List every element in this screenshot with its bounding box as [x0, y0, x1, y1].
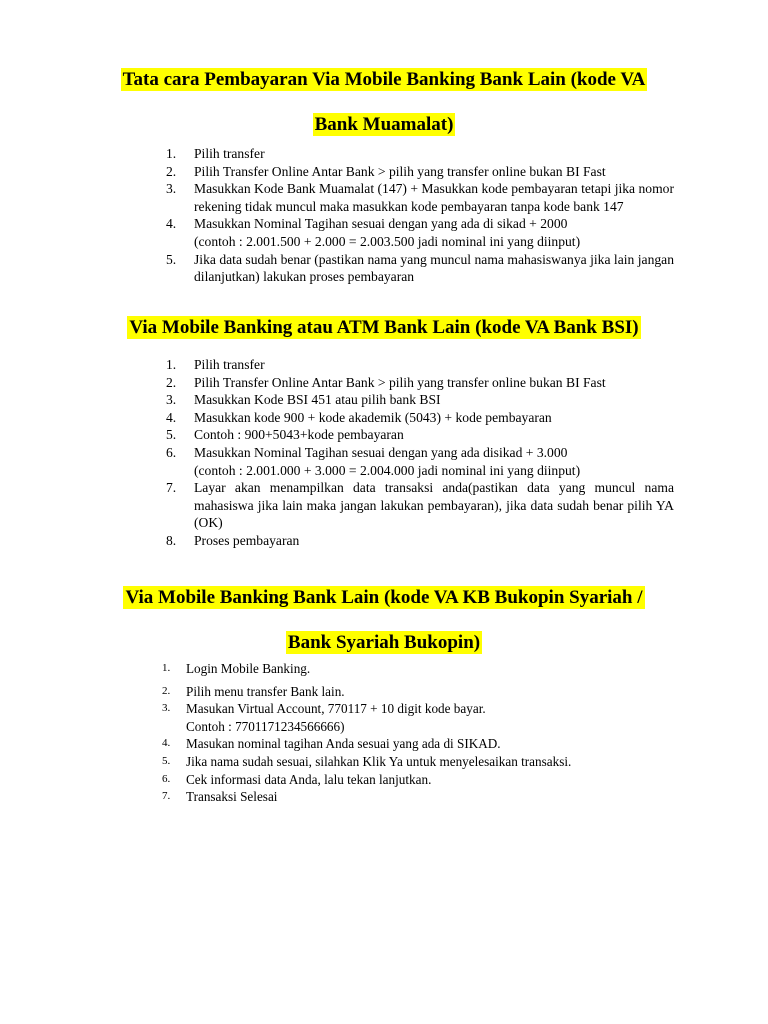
step-number: 1. — [166, 357, 177, 372]
title-line: Bank Syariah Bukopin) — [287, 632, 481, 653]
step-text: Cek informasi data Anda, lalu tekan lanjutkan. — [186, 771, 432, 787]
section-title-muamalat — [84, 66, 684, 138]
step-text: Jika data sudah benar (pastikan nama yang muncul nama mahasiswanya jika lain jangan dilanjutkan) lakukan proses pembayaran — [194, 251, 674, 285]
list-item — [162, 753, 666, 771]
list-item — [162, 735, 666, 753]
step-number: 1. — [162, 662, 171, 674]
step-example: Contoh : 7701171234566666) — [186, 718, 345, 734]
list-item — [162, 771, 666, 789]
list-item — [166, 145, 674, 163]
step-number: 1. — [166, 146, 177, 161]
step-number: 6. — [162, 772, 171, 785]
section-title-bsi — [84, 314, 684, 341]
step-number: 8. — [166, 532, 177, 548]
list-item — [162, 683, 666, 701]
step-text: Masukan Virtual Account, 770117 + 10 digit kode bayar. — [186, 701, 486, 717]
step-number: 7. — [162, 790, 171, 803]
list-item — [166, 444, 674, 479]
list-item — [166, 180, 674, 215]
step-text: Masukkan kode 900 + kode akademik (5043) + kode pembayaran — [194, 409, 552, 425]
list-item — [166, 426, 674, 444]
step-number: 5. — [166, 251, 177, 267]
step-text: Pilih Transfer Online Antar Bank > pilih yang transfer online bukan BI Fast — [194, 163, 606, 179]
steps-list-muamalat — [166, 145, 674, 286]
list-item — [166, 479, 674, 532]
step-text: Login Mobile Banking. — [186, 661, 311, 676]
step-example: (contoh : 2.001.000 + 3.000 = 2.004.000 jadi nominal ini yang diinput) — [194, 462, 581, 478]
step-number: 2. — [162, 684, 171, 697]
list-item — [166, 251, 674, 286]
step-text: Pilih transfer — [194, 146, 265, 161]
step-number: 3. — [162, 702, 171, 715]
step-text: Contoh : 900+5043+kode pembayaran — [194, 427, 404, 443]
step-number: 3. — [166, 392, 177, 408]
title-line: Via Mobile Banking Bank Lain (kode VA KB Bukopin Syariah / — [125, 587, 643, 608]
step-number: 2. — [166, 163, 177, 179]
list-item — [166, 409, 674, 427]
steps-list-bsi — [166, 356, 674, 550]
step-text: Masukkan Kode BSI 451 atau pilih bank BSI — [194, 392, 441, 408]
step-text: Layar akan menampilkan data transaksi anda(pastikan data yang muncul nama mahasiswa jika lain maka jangan lakukan pembayaran), jika data sudah benar pilih YA (OK) — [194, 480, 674, 531]
step-text: Masukkan Kode Bank Muamalat (147) + Masukkan kode pembayaran tetapi jika nomor rekening tidak muncul maka masukkan kode pembayaran tanpa kode bank 147 — [194, 181, 674, 214]
step-text: Masukkan Nominal Tagihan sesuai dengan yang ada disikad + 3.000 — [194, 444, 568, 460]
step-text: Pilih menu transfer Bank lain. — [186, 683, 345, 699]
list-item — [166, 532, 674, 550]
step-example: (contoh : 2.001.500 + 2.000 = 2.003.500 jadi nominal ini yang diinput) — [194, 233, 581, 249]
step-number: 5. — [166, 427, 177, 443]
step-number: 6. — [166, 444, 177, 460]
steps-list-bukopin — [162, 660, 666, 806]
step-number: 4. — [166, 216, 177, 232]
list-item — [166, 215, 674, 250]
step-number: 5. — [162, 754, 171, 767]
title-line: Tata cara Pembayaran Via Mobile Banking Bank Lain (kode VA — [122, 69, 646, 90]
title-line: Bank Muamalat) — [314, 114, 454, 135]
step-number: 2. — [166, 374, 177, 390]
step-text: Masukan nominal tagihan Anda sesuai yang ada di SIKAD. — [186, 736, 501, 752]
list-item — [166, 374, 674, 392]
step-number: 4. — [162, 737, 171, 750]
step-number: 7. — [166, 480, 177, 496]
step-text: Jika nama sudah sesuai, silahkan Klik Ya untuk menyelesaikan transaksi. — [186, 753, 572, 769]
step-text: Pilih Transfer Online Antar Bank > pilih yang transfer online bukan BI Fast — [194, 374, 606, 390]
list-item — [166, 391, 674, 409]
list-item — [166, 163, 674, 181]
step-text: Proses pembayaran — [194, 532, 300, 548]
step-number: 4. — [166, 409, 177, 425]
step-text: Pilih transfer — [194, 357, 265, 372]
list-item — [166, 356, 674, 374]
title-line: Via Mobile Banking atau ATM Bank Lain (kode VA Bank BSI) — [129, 317, 639, 338]
step-text: Transaksi Selesai — [186, 789, 278, 805]
list-item — [162, 700, 666, 735]
step-text: Masukkan Nominal Tagihan sesuai dengan yang ada di sikad + 2000 — [194, 216, 568, 232]
list-item — [162, 788, 666, 806]
list-item — [162, 660, 666, 678]
section-title-bukopin — [84, 584, 684, 656]
step-number: 3. — [166, 181, 177, 197]
